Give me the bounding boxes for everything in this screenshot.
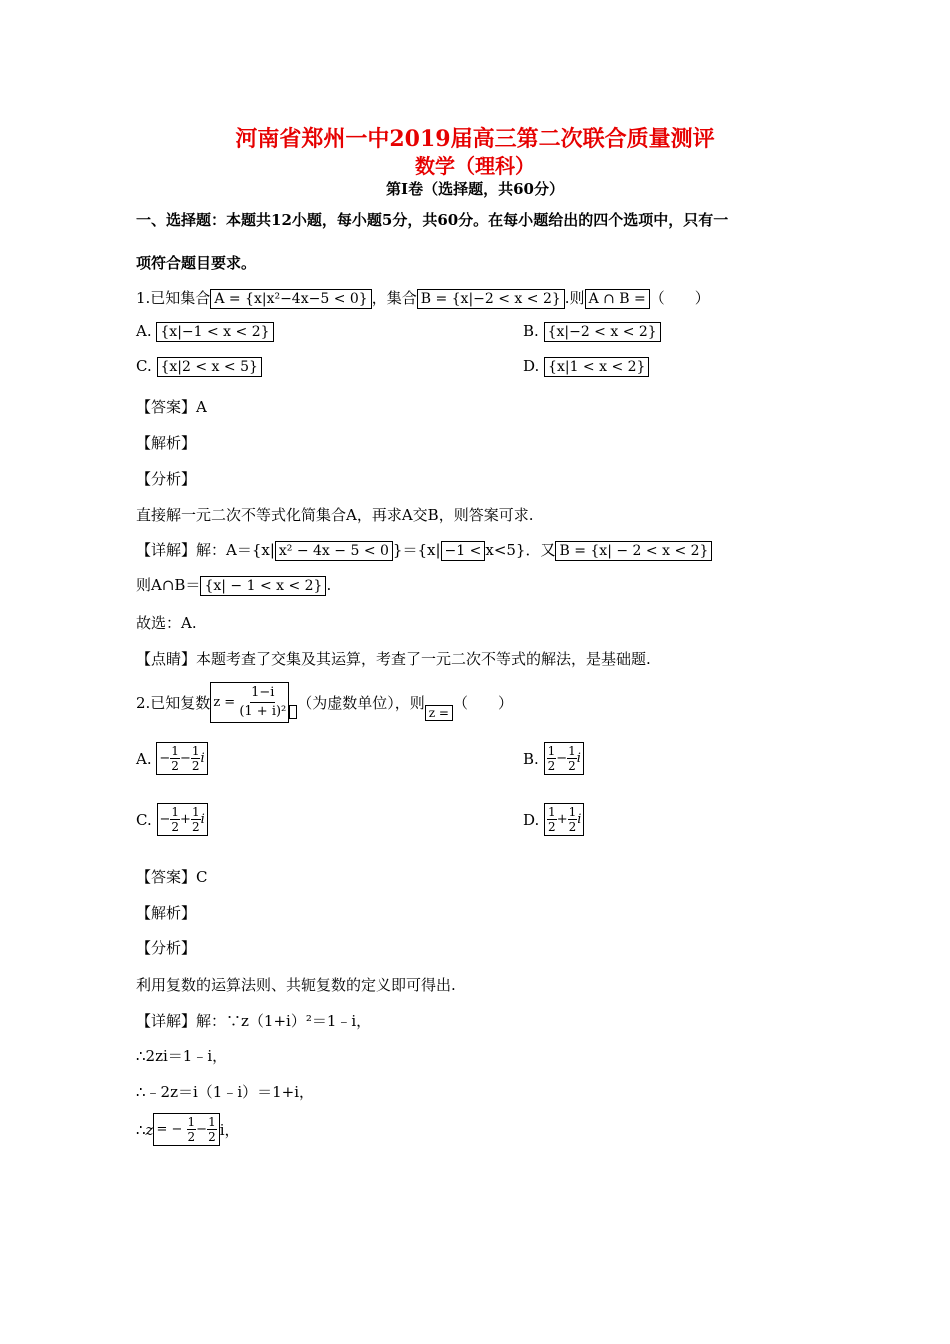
q2-option-b <box>523 742 584 775</box>
q2-option-b-num2: 1 <box>568 744 576 758</box>
q2-z-denominator: (1 + i)² <box>239 703 287 719</box>
q2-option-a-frac2 <box>191 744 201 773</box>
q2-option-a-op: − <box>179 751 191 766</box>
q1-then-text: .则 <box>564 289 585 307</box>
q2-paren: （ ） <box>453 693 514 712</box>
q2-option-c-num2: 1 <box>191 805 200 819</box>
q2-option-a-num2: 1 <box>191 744 200 758</box>
q2-option-d-formula <box>544 803 584 836</box>
q2-prefix: 2.已知复数 <box>136 693 211 712</box>
q2-option-c-op: + <box>180 812 191 827</box>
q2-option-b-i: i <box>576 751 581 766</box>
q2-analysis-text: 利用复数的运算法则、共轭复数的定义即可得出. <box>136 976 456 994</box>
document-title: 河南省郑州一中2019届高三第二次联合质量测评 <box>235 126 715 152</box>
q2-step-4-z: z <box>145 1120 154 1139</box>
q2-step-4-frac2 <box>207 1115 217 1144</box>
q1-option-b-label: B. <box>523 322 539 340</box>
q2-option-a-sign: − <box>159 751 171 766</box>
q2-option-d-frac2 <box>568 805 578 834</box>
q2-option-a-frac1 <box>170 744 180 773</box>
q2-option-b-den1: 2 <box>547 759 556 773</box>
q2-jiexi-heading: 【解析】 <box>136 904 197 922</box>
section-heading-line1: 一、选择题：本题共12小题，每小题5分，共60分。在每小题给出的四个选项中，只有一 <box>136 211 729 229</box>
q2-z-fraction <box>239 684 286 721</box>
q1-option-b-formula: {x|−2 < x < 2} <box>544 322 661 342</box>
q1-option-d-formula: {x|1 < x < 2} <box>544 357 649 377</box>
q2-step-3: ∴﹣2z＝i（1﹣i）＝1+i， <box>136 1083 315 1101</box>
q2-step-4-den1: 2 <box>187 1130 196 1144</box>
q2-step-4-den2: 2 <box>208 1130 216 1144</box>
q2-option-b-num1: 1 <box>547 744 556 758</box>
q2-option-a-num1: 1 <box>171 744 179 758</box>
subject-title: 数学（理科） <box>415 154 535 178</box>
q2-option-a-den2: 2 <box>191 759 200 773</box>
q2-option-a-den1: 2 <box>171 759 179 773</box>
q2-option-b-frac2 <box>567 744 577 773</box>
q2-step-4-num1: 1 <box>187 1115 196 1129</box>
q1-set-a-formula: A = {x|x²−4x−5 < 0} <box>210 289 371 309</box>
q2-option-d-frac1 <box>547 805 557 834</box>
q2-option-d-den2: 2 <box>568 820 577 834</box>
q1-ask-formula: A ∩ B = <box>585 289 650 309</box>
q1-detail-formula-1: x² − 4x − 5 < 0 <box>275 541 393 561</box>
q1-option-c-formula: {x|2 < x < 5} <box>157 357 262 377</box>
q1-comment: 【点睛】本题考查了交集及其运算，考查了一元二次不等式的解法，是基础题. <box>136 650 651 668</box>
q1-detail-formula-2: −1 < <box>441 541 486 561</box>
q1-intersection-formula: {x| − 1 < x < 2} <box>200 576 326 596</box>
question-2-stem <box>136 680 513 724</box>
q1-detail-formula-3: B = {x| − 2 < x < 2} <box>555 541 712 561</box>
q2-step-4-formula <box>153 1113 219 1146</box>
q1-detail-prefix: 【详解】解：A＝{x| <box>136 541 275 559</box>
q1-analysis-text: 直接解一元二次不等式化简集合A，再求A交B，则答案可求. <box>136 506 534 524</box>
q1-prefix: 1.已知集合 <box>136 289 211 307</box>
q2-step-4-prefix: ∴ <box>136 1120 146 1139</box>
q1-option-a-formula: {x|−1 < x < 2} <box>156 322 273 342</box>
q2-option-b-den2: 2 <box>568 759 576 773</box>
q2-option-d <box>523 803 584 836</box>
q2-ask-formula: z = <box>425 705 453 721</box>
q1-intersection-prefix: 则A∩B＝ <box>136 576 201 594</box>
q2-note: （为虚数单位），则 <box>297 693 425 712</box>
q2-step-4-op: − <box>196 1122 208 1137</box>
q1-intersection-post: . <box>326 576 332 594</box>
q2-option-c-den2: 2 <box>191 820 200 834</box>
q2-z-formula <box>210 682 289 723</box>
q1-fenxi-heading: 【分析】 <box>136 470 197 488</box>
q1-intersection-line <box>136 574 331 596</box>
q2-option-b-frac1 <box>547 744 557 773</box>
q2-z-numerator: 1−i <box>250 684 275 703</box>
q2-step-4-eq: = − <box>156 1122 183 1137</box>
q2-option-b-op: − <box>556 751 568 766</box>
q2-answer: 【答案】C <box>136 868 208 886</box>
q1-answer: 【答案】A <box>136 398 207 416</box>
section-heading-line2: 项符合题目要求。 <box>136 254 257 272</box>
q2-option-b-formula <box>544 742 584 775</box>
q2-option-d-label: D. <box>523 810 540 829</box>
q2-step-4-post: i， <box>219 1121 240 1139</box>
q2-option-d-den1: 2 <box>548 820 556 834</box>
q2-option-c-i: i <box>200 812 205 827</box>
q1-set-b-formula: B = {x|−2 < x < 2} <box>417 289 565 309</box>
q2-option-b-label: B. <box>523 749 539 768</box>
q1-mid-text: ，集合 <box>371 289 417 307</box>
volume-title: 第Ⅰ卷（选择题，共60分） <box>386 180 564 198</box>
q2-option-c-frac2 <box>191 805 201 834</box>
q2-option-a-label: A. <box>136 749 152 768</box>
q2-option-c-formula <box>157 803 208 836</box>
q2-option-d-num1: 1 <box>548 805 556 819</box>
q1-option-d-label: D. <box>523 357 540 375</box>
q2-option-a-formula <box>156 742 207 775</box>
q2-z-eq: z = <box>213 694 236 710</box>
q2-option-a-i: i <box>200 751 205 766</box>
q1-option-d <box>523 357 649 377</box>
q2-step-4-num2: 1 <box>208 1115 216 1129</box>
q2-option-a <box>136 742 208 775</box>
q1-detail-line <box>136 539 712 561</box>
q2-option-c-den1: 2 <box>171 820 180 834</box>
q2-option-d-op: + <box>556 812 568 827</box>
q1-option-c-label: C. <box>136 357 152 375</box>
q1-paren: （ ） <box>649 289 710 307</box>
q2-step-4-frac1 <box>187 1115 197 1144</box>
q1-choose: 故选：A. <box>136 614 197 632</box>
q2-step-2: ∴2zi＝1﹣i， <box>136 1047 228 1065</box>
q1-option-b <box>523 322 661 342</box>
q2-step-4 <box>136 1113 240 1146</box>
q2-option-c-label: C. <box>136 810 152 829</box>
question-1-stem <box>136 287 710 309</box>
q2-step-1: 【详解】解：∵z（1+i）²＝1﹣i， <box>136 1012 372 1030</box>
imaginary-unit-placeholder <box>289 705 297 719</box>
q2-option-d-i: i <box>577 812 582 827</box>
q2-option-c <box>136 803 208 836</box>
q1-option-a <box>136 322 274 342</box>
q1-detail-post: x<5}．又 <box>485 541 556 559</box>
q1-option-c <box>136 357 262 377</box>
q1-jiexi-heading: 【解析】 <box>136 434 197 452</box>
q2-option-c-num1: 1 <box>171 805 180 819</box>
q2-option-d-num2: 1 <box>568 805 577 819</box>
q1-option-a-label: A. <box>136 322 152 340</box>
q2-fenxi-heading: 【分析】 <box>136 939 197 957</box>
q1-detail-mid: }＝{x| <box>392 541 441 559</box>
q2-option-c-sign: − <box>159 812 171 827</box>
q2-option-c-frac1 <box>170 805 180 834</box>
